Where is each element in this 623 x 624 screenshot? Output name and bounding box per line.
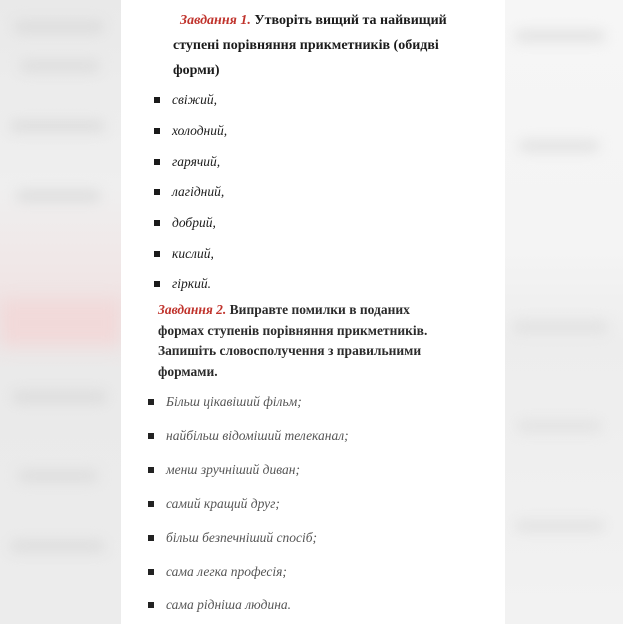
list-item-text: добрий, — [172, 215, 216, 230]
task2-text-line3: Запишіть словосполучення з правильними — [158, 343, 422, 358]
bullet-icon — [148, 467, 154, 473]
task1-heading — [173, 8, 463, 83]
bullet-icon — [148, 433, 154, 439]
bullet-icon — [148, 399, 154, 405]
task1-text-line3: форми) — [173, 63, 220, 78]
task1-text-line1: Утворіть вищий та найвищий — [254, 13, 447, 28]
blur-blob — [513, 320, 608, 334]
blur-blob — [515, 520, 605, 532]
blur-blob — [10, 120, 105, 132]
blur-blob — [18, 470, 98, 482]
bullet-icon — [154, 97, 160, 103]
list-item-text: лагідний, — [172, 184, 225, 199]
task2-text-line2: формах ступенів порівняння прикметників. — [158, 322, 428, 338]
bullet-icon — [154, 189, 160, 195]
bullet-icon — [154, 159, 160, 165]
blur-blob — [12, 390, 107, 404]
list-item-text: свіжий, — [172, 92, 218, 107]
bullet-icon — [148, 569, 154, 575]
task1-label: Завдання 1. — [180, 13, 251, 28]
list-item-text: сама легка професія; — [166, 564, 287, 579]
task2-line1 — [158, 300, 458, 321]
list-item-text: кислий, — [172, 246, 214, 261]
blur-blob — [517, 420, 602, 432]
blur-blob — [20, 60, 100, 72]
bullet-icon — [148, 602, 154, 608]
blur-blob — [16, 190, 101, 202]
task2-text-line4: формами. — [158, 363, 218, 379]
bullet-icon — [154, 251, 160, 257]
blur-blob — [14, 20, 104, 34]
bullet-icon — [148, 501, 154, 507]
task1-text-line2: ступені порівняння прикметників (обидві — [173, 38, 439, 53]
task2-text-line1: Виправте помилки в поданих — [229, 302, 410, 317]
blur-blob — [519, 140, 599, 152]
bullet-icon — [154, 128, 160, 134]
list-item-text: гіркий. — [172, 276, 211, 291]
list-item-text: Більш цікавіший фільм; — [166, 394, 302, 409]
list-item-text: більш безпечніший спосіб; — [166, 530, 318, 545]
list-item-text: самий кращий друг; — [166, 496, 280, 511]
list-item-text: холодний, — [172, 123, 228, 138]
list-item-text: сама рідніша людина. — [166, 597, 292, 612]
bullet-icon — [154, 281, 160, 287]
background-right-blur — [505, 0, 623, 624]
list-item-text: гарячий, — [172, 154, 221, 169]
bullet-icon — [148, 535, 154, 541]
task1-line1 — [173, 8, 463, 33]
blur-blob — [515, 30, 605, 42]
task2-heading — [158, 300, 458, 382]
blur-blob — [10, 540, 105, 552]
bullet-icon — [154, 220, 160, 226]
task2-label: Завдання 2. — [158, 302, 227, 317]
list-item-text: найбільш відоміший телеканал; — [166, 428, 349, 443]
background-red-blur — [0, 300, 121, 346]
list-item-text: менш зручніший диван; — [166, 462, 300, 477]
